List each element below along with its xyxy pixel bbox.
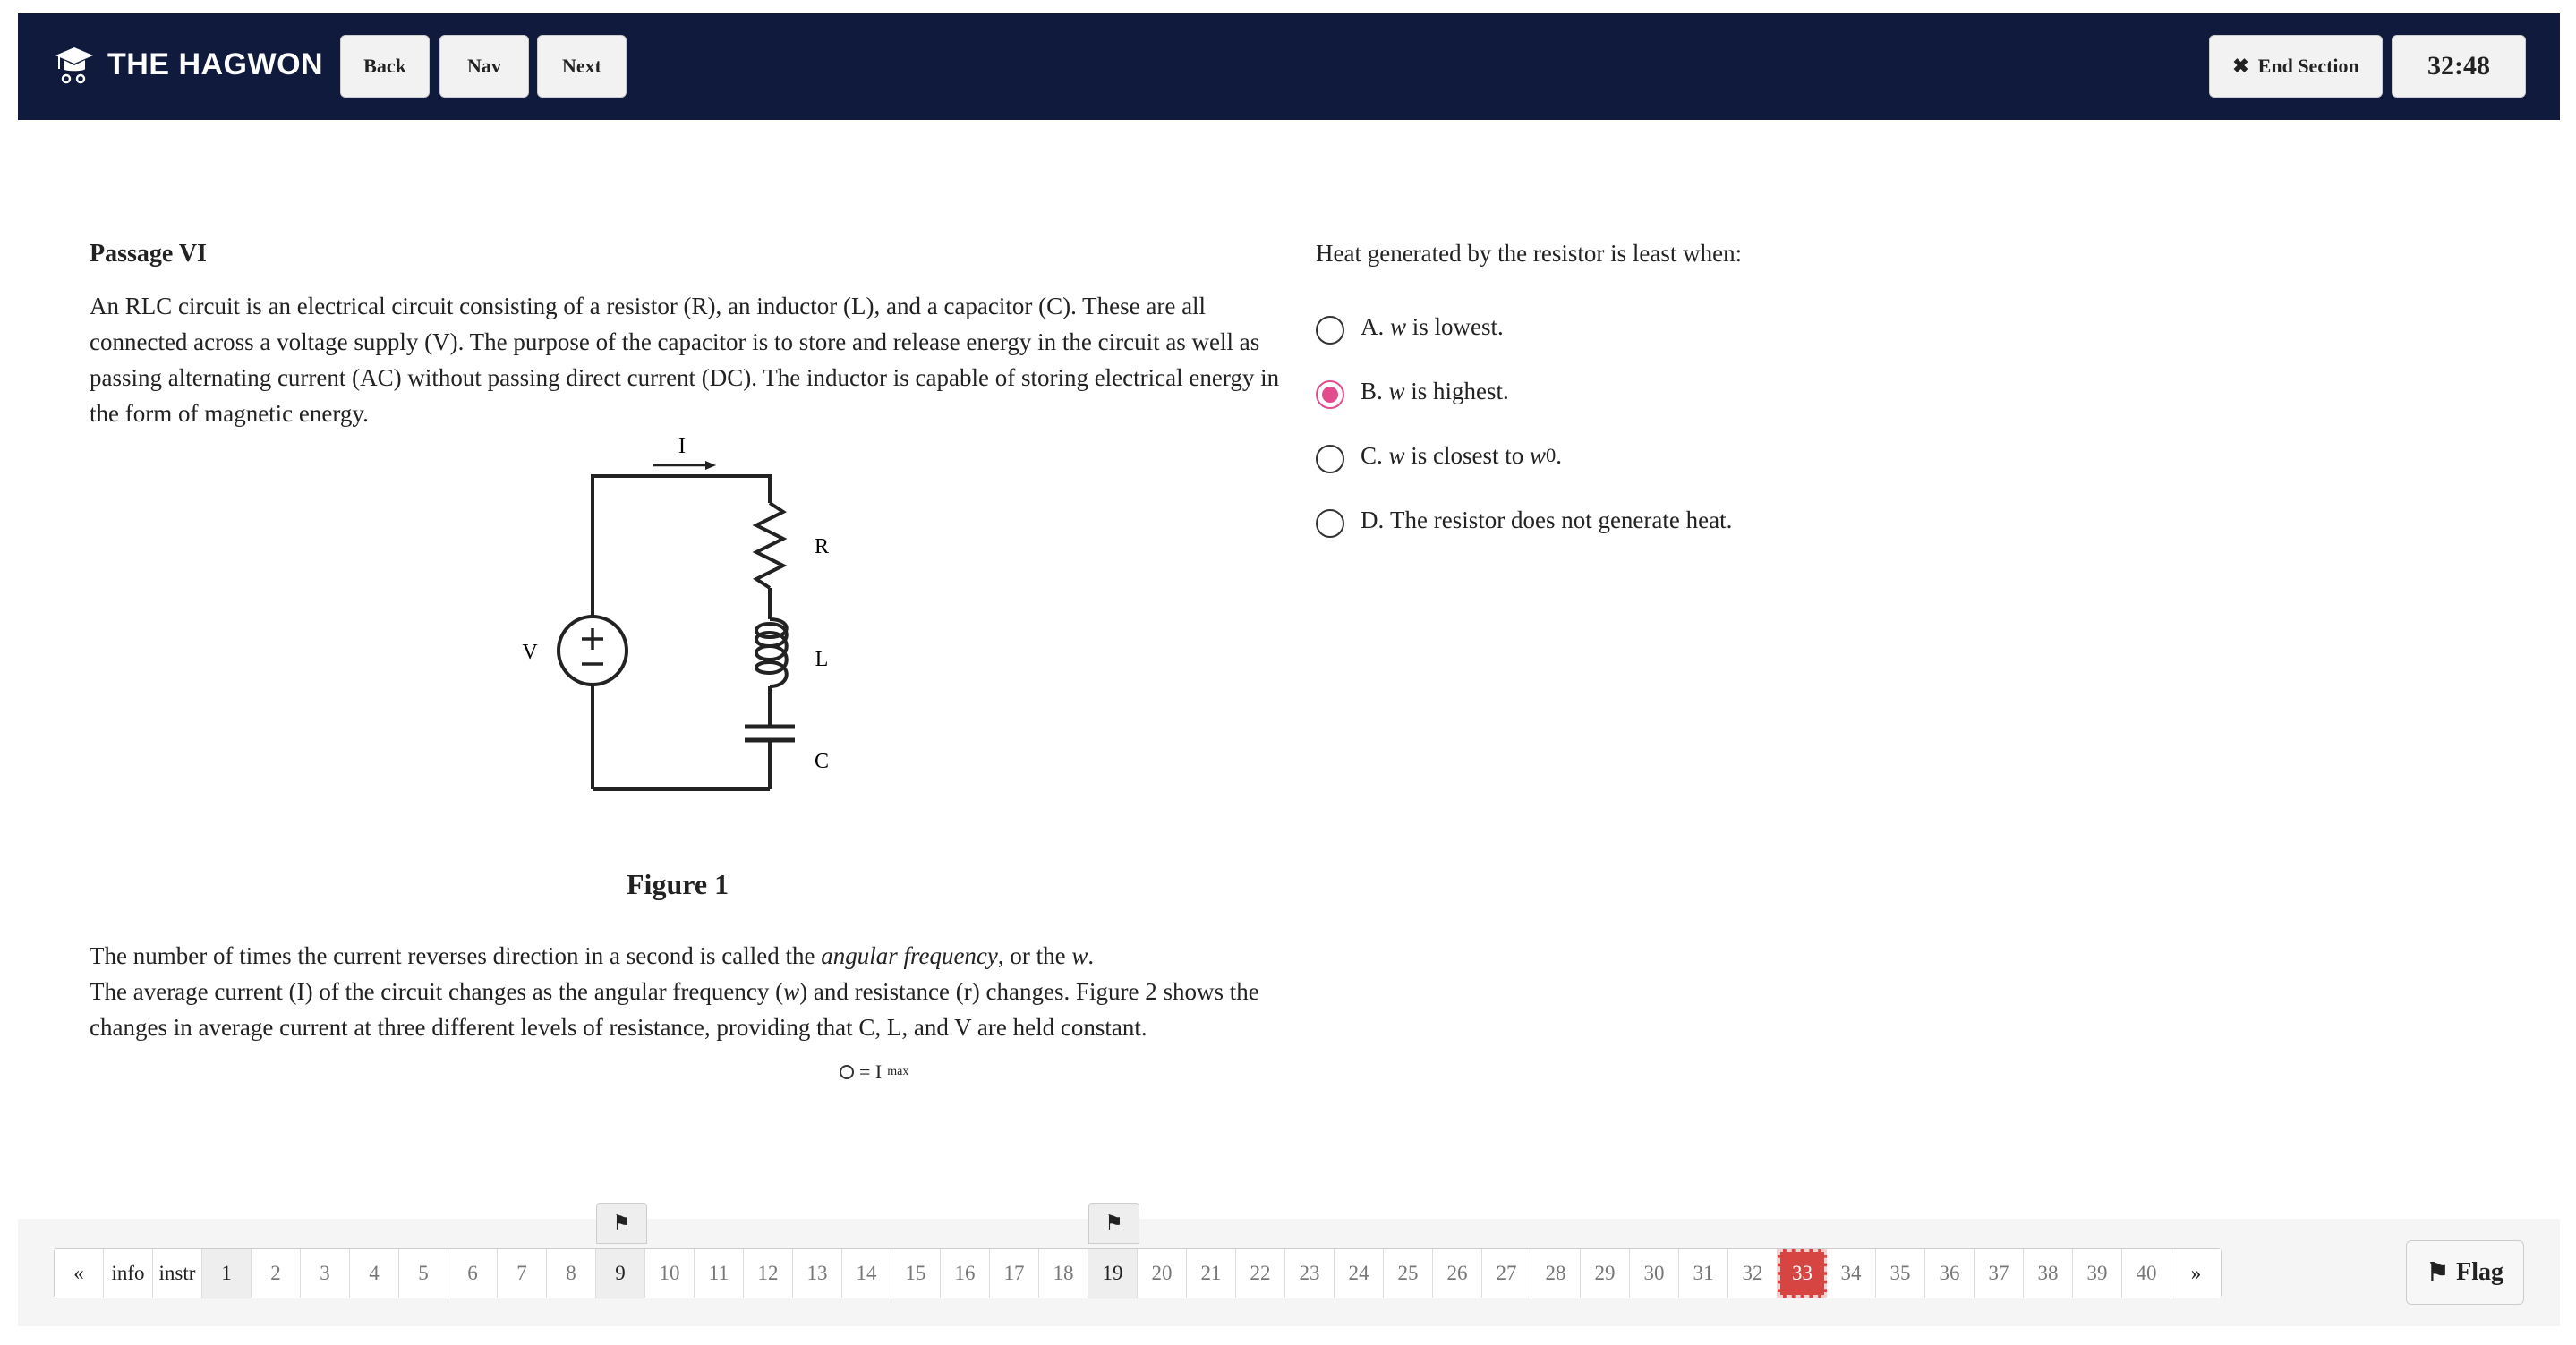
- answer-option-a[interactable]: [1316, 294, 2479, 359]
- pager-page-button[interactable]: [1088, 1212, 1138, 1298]
- answer-option-b[interactable]: [1316, 359, 2479, 423]
- radio-button-selected[interactable]: [1316, 380, 1344, 409]
- passage-title: Passage VI: [90, 240, 207, 268]
- pager-page-button[interactable]: 28: [1531, 1249, 1581, 1298]
- current-label: I: [678, 435, 686, 458]
- option-target-sub: 0: [1546, 444, 1557, 466]
- pager-page-button[interactable]: 30: [1630, 1249, 1679, 1298]
- pager-page-button[interactable]: 3: [301, 1249, 350, 1298]
- pager-first-button[interactable]: «: [55, 1249, 104, 1298]
- passage-panel: [90, 240, 1280, 431]
- voltage-label: V: [522, 641, 538, 664]
- nav-button[interactable]: Nav: [439, 35, 529, 98]
- pager-page-button[interactable]: 37: [1975, 1249, 2024, 1298]
- option-variable: w: [1390, 312, 1407, 340]
- pager-page-button[interactable]: 18: [1039, 1249, 1088, 1298]
- pager-page-button[interactable]: 23: [1285, 1249, 1335, 1298]
- pager-page-button[interactable]: 2: [252, 1249, 301, 1298]
- figure2-legend: [840, 1060, 908, 1084]
- pager-page-button[interactable]: 16: [941, 1249, 990, 1298]
- flagged-marker-icon: ⚑: [596, 1203, 647, 1244]
- pager-page-button[interactable]: 35: [1876, 1249, 1925, 1298]
- legend-text: = I: [859, 1060, 883, 1083]
- passage-paragraph-2: [90, 938, 1280, 1045]
- close-icon: ✖: [2232, 55, 2249, 77]
- brand-logo: [54, 44, 323, 85]
- top-bar: [18, 13, 2560, 120]
- pager-page-button[interactable]: 26: [1433, 1249, 1482, 1298]
- option-text: The resistor does not generate heat.: [1390, 506, 1733, 533]
- circle-marker-icon: [840, 1065, 854, 1079]
- option-letter: A.: [1361, 312, 1385, 340]
- pager-page-button[interactable]: 31: [1679, 1249, 1728, 1298]
- pager-page-label: 19: [1102, 1262, 1123, 1284]
- pager-info-button[interactable]: info: [104, 1249, 153, 1298]
- pager-page-button[interactable]: 5: [399, 1249, 448, 1298]
- pager-page-button[interactable]: 22: [1236, 1249, 1285, 1298]
- passage-intro: An RLC circuit is an electrical circuit consisting of a resistor (R), an inductor (L), and a capacitor (C). These are all connected across a voltage supply (V). The purpose of the capacitor is to store and release energy in the circuit as well as passing alternating current (AC) without passing direct current (DC). The inductor is capable of storing electrical energy in the form of magnetic energy.: [90, 293, 1280, 427]
- pager-page-button[interactable]: 25: [1384, 1249, 1433, 1298]
- resistor-label: R: [814, 535, 830, 558]
- pager-page-button[interactable]: 39: [2073, 1249, 2122, 1298]
- answer-option-c[interactable]: [1316, 423, 2479, 488]
- option-end: .: [1556, 441, 1563, 469]
- pager-page-button[interactable]: 29: [1581, 1249, 1630, 1298]
- pager-last-button[interactable]: »: [2171, 1249, 2221, 1298]
- end-section-label: End Section: [2257, 55, 2359, 77]
- pager-page-button[interactable]: 21: [1187, 1249, 1236, 1298]
- pager-page-button[interactable]: 24: [1335, 1249, 1384, 1298]
- para2-text: The number of times the current reverses direction in a second is called the: [90, 942, 822, 969]
- flag-label: Flag: [2456, 1258, 2503, 1286]
- flag-icon: ⚑: [2427, 1259, 2450, 1287]
- flagged-marker-icon: ⚑: [1088, 1203, 1139, 1244]
- pager-page-button[interactable]: 33: [1778, 1249, 1827, 1298]
- inductor-label: L: [815, 648, 829, 671]
- pager-page-button[interactable]: 11: [695, 1249, 744, 1298]
- pager-page-button[interactable]: 10: [645, 1249, 695, 1298]
- pager-page-button[interactable]: 40: [2122, 1249, 2171, 1298]
- pager-page-button[interactable]: 8: [547, 1249, 596, 1298]
- pager-page-button[interactable]: 1: [202, 1249, 252, 1298]
- graduation-cap-icon: [54, 44, 95, 85]
- pager-page-button[interactable]: 7: [498, 1249, 547, 1298]
- pager-page-button[interactable]: 14: [842, 1249, 891, 1298]
- pager-page-button[interactable]: 15: [891, 1249, 941, 1298]
- pager-page-label: 9: [615, 1262, 626, 1284]
- para2-emphasis: angular frequency: [821, 942, 998, 969]
- pager-page-button[interactable]: 38: [2024, 1249, 2073, 1298]
- pager-page-button[interactable]: 32: [1728, 1249, 1778, 1298]
- radio-button[interactable]: [1316, 509, 1344, 538]
- legend-sub: max: [887, 1065, 909, 1078]
- para2-text: , or the: [997, 942, 1072, 969]
- pager-page-button[interactable]: 4: [350, 1249, 399, 1298]
- option-text: is closest to: [1411, 441, 1524, 469]
- pager-page-button[interactable]: 12: [744, 1249, 793, 1298]
- para2-text: ) and resistance (r) changes. Figure 2 shows the changes in average current at three different levels of resistance, providing that C, L, and V are held constant.: [90, 978, 1259, 1041]
- brand-name: THE HAGWON: [107, 47, 324, 81]
- end-section-button[interactable]: [2209, 35, 2383, 98]
- pager-page-button[interactable]: 20: [1138, 1249, 1187, 1298]
- pager-page-button[interactable]: 36: [1925, 1249, 1975, 1298]
- question-panel: [1316, 240, 2479, 552]
- option-letter: C.: [1361, 441, 1383, 469]
- option-target: w: [1530, 441, 1547, 469]
- para2-text: .: [1088, 942, 1095, 969]
- circuit-diagram: [483, 431, 877, 834]
- question-pager: [54, 1212, 2222, 1298]
- para2-text: The average current (I) of the circuit changes as the angular frequency (: [90, 978, 784, 1005]
- pager-page-button[interactable]: 34: [1827, 1249, 1876, 1298]
- answer-option-d[interactable]: [1316, 488, 2479, 552]
- timer: 32:48: [2392, 35, 2526, 98]
- option-variable: w: [1388, 441, 1405, 469]
- para2-variable: w: [1071, 942, 1088, 969]
- next-button[interactable]: Next: [537, 35, 627, 98]
- pager-instr-button[interactable]: instr: [153, 1249, 202, 1298]
- pager-page-button[interactable]: [596, 1212, 645, 1298]
- pager-page-button[interactable]: 13: [793, 1249, 842, 1298]
- question-stem: Heat generated by the resistor is least when:: [1316, 240, 1743, 267]
- window-edge: [0, 0, 18, 1345]
- option-variable: w: [1388, 377, 1405, 404]
- radio-button[interactable]: [1316, 316, 1344, 345]
- para2-variable: w: [783, 978, 800, 1005]
- capacitor-label: C: [814, 750, 830, 773]
- option-letter: D.: [1361, 506, 1385, 533]
- pager-page-button[interactable]: 27: [1482, 1249, 1531, 1298]
- option-letter: B.: [1361, 377, 1383, 404]
- figure-caption: Figure 1: [627, 868, 729, 900]
- pager-page-button[interactable]: 17: [990, 1249, 1039, 1298]
- option-text: is lowest.: [1412, 312, 1504, 340]
- option-text: is highest.: [1411, 377, 1509, 404]
- radio-button[interactable]: [1316, 445, 1344, 473]
- flag-button[interactable]: [2406, 1240, 2524, 1305]
- pager-page-button[interactable]: 6: [448, 1249, 498, 1298]
- back-button[interactable]: Back: [340, 35, 430, 98]
